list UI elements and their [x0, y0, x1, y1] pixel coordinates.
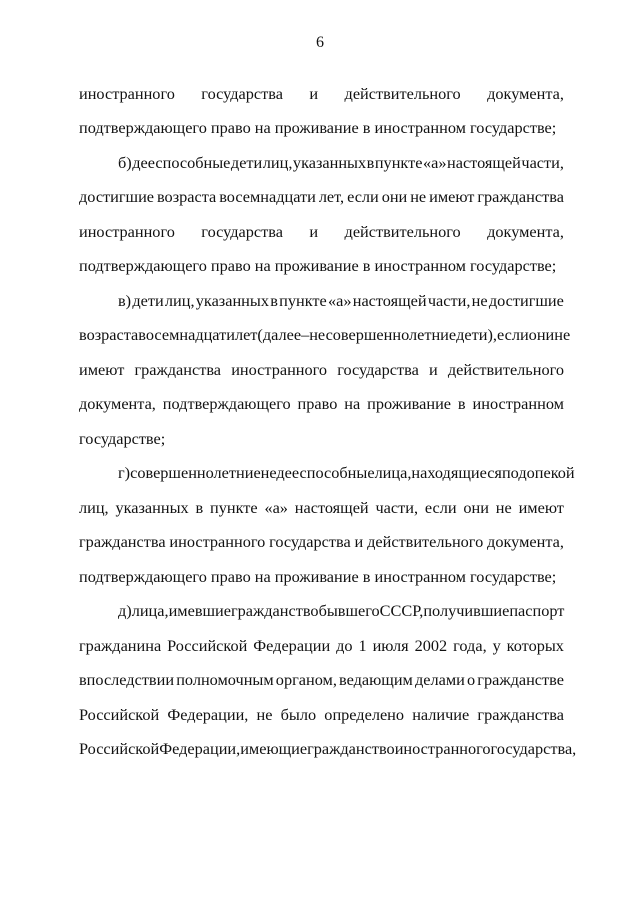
- word: не: [410, 187, 427, 206]
- word: лиц,: [164, 291, 195, 310]
- word: право: [297, 394, 338, 413]
- word: иностранного: [169, 532, 266, 551]
- word: имеют: [518, 498, 564, 517]
- word: имевшие: [168, 601, 231, 620]
- word: государства: [337, 360, 419, 379]
- word: если: [496, 325, 529, 344]
- text-line: [79, 532, 564, 552]
- word: иностранного: [79, 222, 175, 241]
- word: Федерации,: [159, 739, 241, 758]
- word: государства: [269, 532, 351, 551]
- word: д): [118, 601, 132, 620]
- word: до: [336, 636, 353, 655]
- word: гражданина: [79, 636, 162, 655]
- word: действительного: [367, 532, 484, 551]
- word: получившие: [423, 601, 510, 620]
- word: и: [309, 84, 319, 103]
- word: года,: [453, 636, 487, 655]
- text-line: [118, 153, 564, 173]
- word: настоящей: [352, 291, 427, 310]
- text-line: [118, 291, 564, 311]
- word: о: [467, 670, 476, 689]
- word: определено: [324, 705, 405, 724]
- text-line: [79, 394, 564, 414]
- word: указанных: [115, 498, 189, 517]
- word: гражданства: [477, 187, 564, 206]
- text-line: [79, 636, 564, 656]
- text-line: [79, 739, 577, 759]
- word: гражданство: [307, 739, 395, 758]
- page-number: 6: [316, 34, 324, 51]
- text-line: подтверждающего право на проживание в иностранном государстве;: [79, 118, 557, 137]
- word: не: [495, 498, 512, 517]
- word: впоследствии: [79, 670, 175, 689]
- word: (далее: [257, 325, 302, 344]
- word: Российской: [79, 705, 160, 724]
- text-line: государстве;: [79, 429, 166, 448]
- word: б): [118, 153, 132, 172]
- word: СССР,: [379, 601, 424, 620]
- word: дети),: [456, 325, 497, 344]
- word: 2002: [414, 636, 448, 655]
- word: пункте: [279, 291, 327, 310]
- word: достигшие: [488, 291, 564, 310]
- word: бывшего: [318, 601, 380, 620]
- text-line: [118, 601, 564, 621]
- word: действительного: [344, 222, 461, 241]
- word: лица,: [374, 463, 412, 482]
- text-line: [79, 325, 571, 345]
- word: Федерации: [253, 636, 331, 655]
- word: имеющие: [240, 739, 308, 758]
- word: г): [118, 463, 131, 482]
- word: под: [501, 463, 527, 482]
- word: гражданстве: [477, 670, 564, 689]
- word: указанных: [195, 291, 269, 310]
- text-line: [79, 360, 564, 380]
- word: они: [381, 187, 408, 206]
- word: в: [457, 394, 466, 413]
- word: они: [463, 498, 489, 517]
- word: несовершеннолетние: [309, 325, 457, 344]
- word: у: [492, 636, 501, 655]
- text-line: [79, 670, 564, 690]
- word: возраста: [156, 187, 217, 206]
- word: Российской: [79, 739, 160, 758]
- word: –: [301, 325, 310, 344]
- word: «а»: [422, 153, 447, 172]
- word: Российской: [167, 636, 248, 655]
- word: восемнадцати: [138, 325, 235, 344]
- word: части,: [375, 498, 419, 517]
- word: дети: [230, 153, 263, 172]
- word: документа,: [487, 84, 564, 103]
- text-line: подтверждающего право на проживание в иностранном государстве;: [79, 567, 557, 586]
- word: в: [270, 291, 278, 310]
- word: июля: [372, 636, 409, 655]
- word: паспорт: [509, 601, 565, 620]
- word: если: [347, 187, 379, 206]
- word: не: [256, 705, 273, 724]
- word: Федерации,: [167, 705, 249, 724]
- word: действительного: [344, 84, 461, 103]
- word: достигшие: [79, 187, 155, 206]
- word: в: [195, 498, 204, 517]
- word: делами: [415, 670, 465, 689]
- word: находящиеся: [411, 463, 502, 482]
- word: возраста: [79, 325, 139, 344]
- word: на: [344, 394, 361, 413]
- text-line: [79, 705, 564, 725]
- word: в): [118, 291, 132, 310]
- word: действительного: [447, 360, 564, 379]
- word: настоящей: [294, 498, 369, 517]
- text-line: [79, 84, 564, 104]
- word: совершеннолетние: [130, 463, 261, 482]
- word: и: [354, 532, 364, 551]
- text-line: [79, 222, 564, 242]
- word: дееспособные: [132, 153, 231, 172]
- word: недееспособные: [260, 463, 375, 482]
- word: гражданства: [477, 705, 564, 724]
- word: иностранном: [472, 394, 564, 413]
- word: полномочным: [176, 670, 274, 689]
- word: лет: [234, 325, 258, 344]
- word: части,: [427, 291, 471, 310]
- text-line: [118, 463, 575, 483]
- word: государства: [201, 84, 283, 103]
- word: лиц,: [79, 498, 109, 517]
- word: органом,: [275, 670, 337, 689]
- word: если: [424, 498, 457, 517]
- word: дети: [132, 291, 164, 310]
- word: пункте: [374, 153, 423, 172]
- word: части,: [521, 153, 564, 172]
- word: ведающим: [339, 670, 413, 689]
- word: документа,: [487, 222, 564, 241]
- word: в: [366, 153, 375, 172]
- word: гражданства: [134, 360, 222, 379]
- word: лет,: [318, 187, 345, 206]
- text-line: [79, 498, 564, 518]
- word: имеют: [429, 187, 475, 206]
- word: проживание: [367, 394, 452, 413]
- word: «а»: [327, 291, 352, 310]
- word: наличие: [412, 705, 470, 724]
- word: лица,: [131, 601, 169, 620]
- word: лиц,: [262, 153, 293, 172]
- word: «а»: [264, 498, 288, 517]
- word: которых: [506, 636, 564, 655]
- word: государства,: [490, 739, 577, 758]
- word: иностранного: [231, 360, 328, 379]
- word: не: [554, 325, 571, 344]
- word: 1: [358, 636, 367, 655]
- word: опекой: [526, 463, 575, 482]
- word: документа,: [487, 532, 564, 551]
- word: пункте: [210, 498, 258, 517]
- word: подтверждающего: [162, 394, 291, 413]
- word: и: [429, 360, 438, 379]
- text-line: подтверждающего право на проживание в иностранном государстве;: [79, 256, 557, 275]
- word: настоящей: [447, 153, 521, 172]
- word: гражданство: [230, 601, 319, 620]
- text-line: [79, 187, 564, 207]
- word: было: [280, 705, 317, 724]
- word: и: [309, 222, 319, 241]
- word: иностранного: [79, 84, 175, 103]
- word: указанных: [292, 153, 367, 172]
- word: документа,: [79, 394, 156, 413]
- word: восемнадцати: [219, 187, 316, 206]
- word: они: [528, 325, 555, 344]
- word: гражданства: [79, 532, 166, 551]
- word: государства: [201, 222, 283, 241]
- word: не: [471, 291, 488, 310]
- word: иностранного: [394, 739, 491, 758]
- word: имеют: [79, 360, 125, 379]
